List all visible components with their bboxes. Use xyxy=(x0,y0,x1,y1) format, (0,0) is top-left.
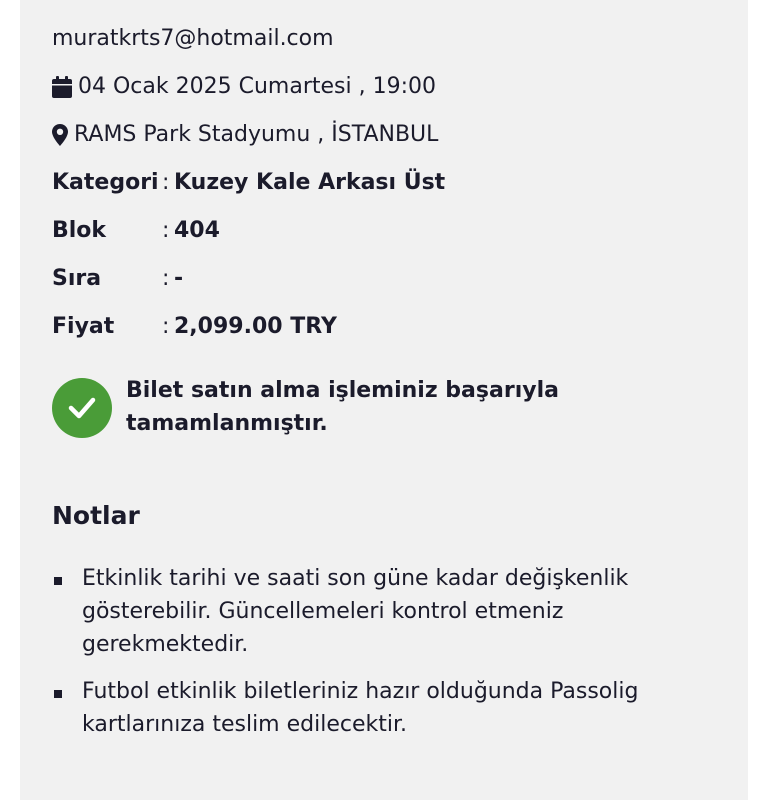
event-date xyxy=(52,72,436,102)
detail-label: Sıra xyxy=(52,266,102,291)
bullet-icon xyxy=(54,577,62,585)
bullet-icon xyxy=(54,690,62,698)
detail-label: Fiyat xyxy=(52,314,115,339)
detail-value: Kuzey Kale Arkası Üst xyxy=(174,170,446,195)
detail-separator: : xyxy=(162,170,170,195)
event-venue xyxy=(52,120,438,150)
success-text: Bilet satın alma işleminiz başarıyla tamamlanmıştır. xyxy=(126,378,559,436)
notes-title: Notlar xyxy=(52,501,140,530)
detail-separator: : xyxy=(162,314,170,339)
detail-separator: : xyxy=(162,266,170,291)
detail-label: Kategori xyxy=(52,170,159,195)
list-item xyxy=(52,562,692,661)
detail-value: - xyxy=(174,266,184,291)
detail-row-row xyxy=(52,264,183,294)
detail-value: 404 xyxy=(174,218,220,243)
purchase-success-message xyxy=(52,378,612,442)
detail-row-category xyxy=(52,168,445,198)
detail-row-block xyxy=(52,216,220,246)
list-item xyxy=(52,675,692,741)
notes-list xyxy=(52,562,692,755)
email-text: muratkrts7@hotmail.com xyxy=(52,26,334,51)
map-pin-icon xyxy=(52,124,68,146)
note-text: Etkinlik tarihi ve saati son güne kadar değişkenlik gösterebilir. Güncellemeleri kontrol etmeniz gerekmektedir. xyxy=(82,566,629,657)
event-date-text: 04 Ocak 2025 Cumartesi , 19:00 xyxy=(78,74,436,99)
success-badge xyxy=(52,378,112,438)
detail-row-price xyxy=(52,312,337,342)
detail-separator: : xyxy=(162,218,170,243)
calendar-icon xyxy=(52,76,72,98)
detail-value: 2,099.00 TRY xyxy=(174,314,337,339)
event-venue-text: RAMS Park Stadyumu , İSTANBUL xyxy=(74,122,439,147)
detail-label: Blok xyxy=(52,218,107,243)
note-text: Futbol etkinlik biletleriniz hazır olduğunda Passolig kartlarınıza teslim edilecektir. xyxy=(82,679,639,737)
ticket-card xyxy=(20,0,748,800)
